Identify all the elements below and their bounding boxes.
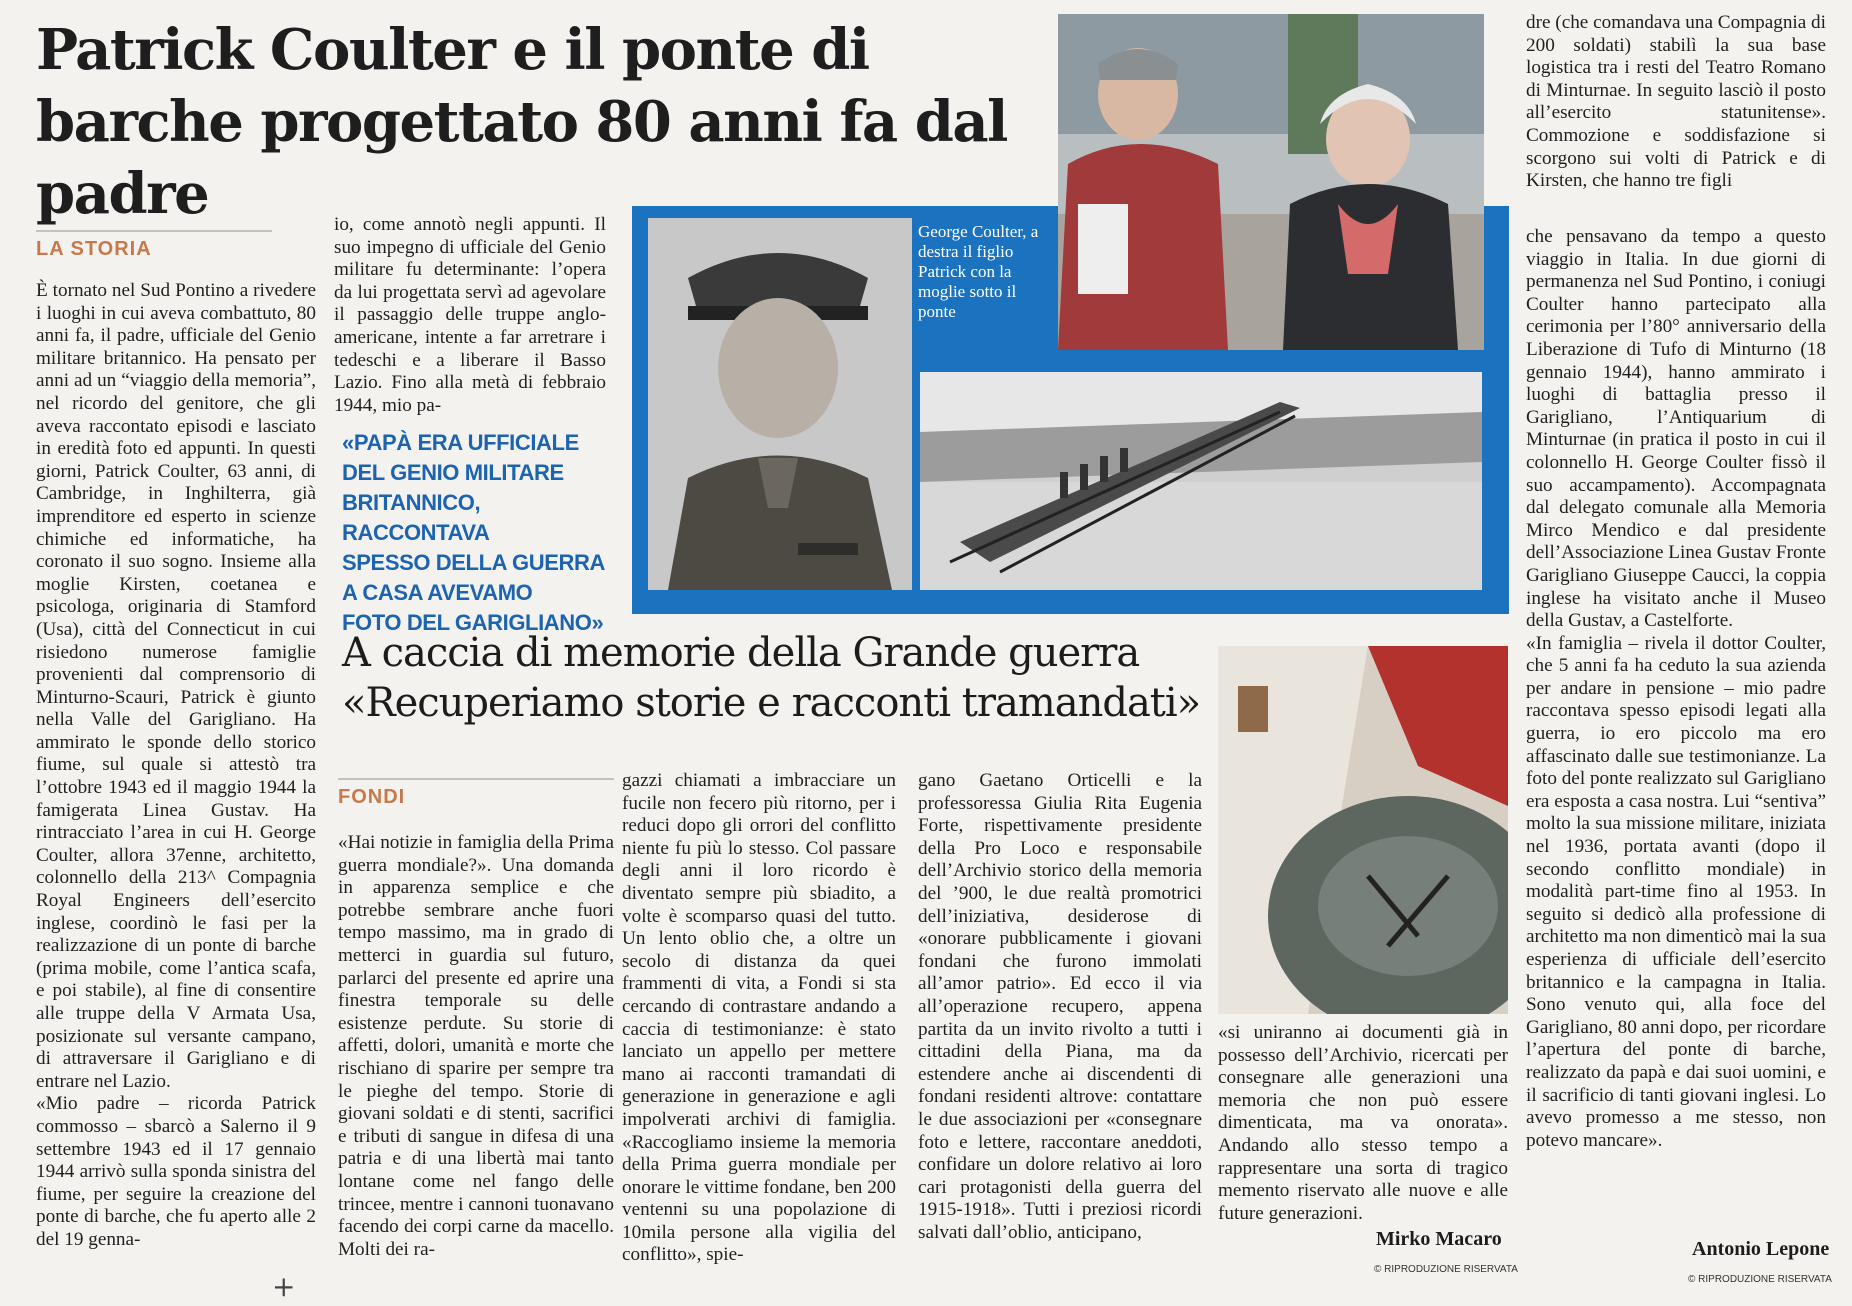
officer-portrait-photo — [648, 218, 912, 590]
article2-column-1: «Hai notizie in famiglia della Prima guerra mondiale?». Una domanda in apparenza semplice e che potrebbe sembrare anche fuori tempo massimo, ma in grado di metterci in guardia sul futuro, parlarci del presente ed aprire una finestra temporale su delle esistenze perdute. Su storie di affetti, dolori, umanità e morte che rischiano di sparire per sempre tra le pieghe del tempo. Storie di giovani soldati e di stenti, sacrifici e tributi di sangue in difesa di una patria e di una libertà mai tanto lontane come nel fango delle trincee, mentre i cannoni tuonavano facendo dei corpi carne da macello. Molti dei ra- — [338, 832, 619, 1260]
headline: Patrick Coulter e il ponte di barche progettato 80 anni fa dal padre — [36, 17, 1007, 227]
article-column-1: È tornato nel Sud Pontino a rivedere i luoghi in cui aveva combattuto, 80 anni fa, il padre, ufficiale del Genio militare britannico. Ha pensato per anni ad un “viaggio della memoria”, nel ricordo del genitore, che gli aveva raccontato episodi e lasciato in eredità foto ed appunti. In questi giorni, Patrick Coulter, 63 anni, di Cambridge, in Inghilterra, già imprenditore ed esperto in scienze chimiche ed informatiche, ha coronato il suo sogno. Insieme alla moglie Kirsten, coetanea e psicologa, originaria di Stamford (Usa), città del Connecticut in cui risiedono numerose famiglie provenienti dal comprensorio di Minturno-Scauri, Patrick è giunto nella Valle del Garigliano. Ha ammirato le sponde dello storico fiume, sul quale si attestò tra l’ottobre 1943 ed il maggio 1944 la famigerata Linea Gustav. Ha rintracciato l’area in cui H. George Coulter, allora 37enne, architetto, colonnello della 213^ Compagnia Royal Engineers dell’esercito inglese, coordinò le fasi per la realizzazione di un ponte di barche (prima mobile, come l’antica scafa, e poi stabile), al fine di consentire alle truppe della V Armata Usa, posizionate sul versante campano, di attraversare il Garigliano e di entrare nel Lazio. «Mio padre – ricorda Patrick commosso – sbarcò a Salerno il 9 settembre 1943 ed il 17 gennaio 1944 arrivò sulla sponda sinistra del fiume, per seguire la creazione del ponte di barche, che fu aperto alle 2 del 19 genna- — [36, 280, 316, 1250]
photo-caption: George Coulter, a destra il figlio Patrick con la moglie sotto il ponte — [918, 222, 1043, 321]
article-column-2: io, come annotò negli appunti. Il suo impegno di ufficiale del Genio militare fu determinante: l’opera da lui progettata servì ad agevolare il passaggio delle truppe anglo-americane, intente a far arretrare i tedeschi e a liberare il Basso Lazio. Fino alla metà di febbraio 1944, mio pa- — [334, 214, 611, 416]
kicker-la-storia: LA STORIA — [36, 230, 272, 261]
article-column-right-top: dre (che comandava una Compagnia di 200 soldati) stabilì la sua base logistica tra i resti del Teatro Romano di Minturnae. In seguito lasciò il posto all’esercito statunitense». Commozione e soddisfazione si scorgono sui volti di Patrick e di Kirsten, che hanno tre figli — [1526, 12, 1831, 192]
article2-column-2: gazzi chiamati a imbracciare un fucile non fecero più ritorno, per i reduci dopo gli orrori del conflitto niente fu più lo stesso. Col passare degli anni il loro ricordo è diventato sempre più sbiadito, a volte è scomparso quasi del tutto. Un lento oblio che, a oltre un secolo di distanza da quei frammenti di vita, a Fondi si sta cercando di contrastare andando a caccia di testimonianze: è stato lanciato un appello per mettere mano ai racconti tramandati di generazione in generazione e agli impolverati archivi di famiglia. «Raccogliamo insieme la memoria della Prima guerra mondiale per onorare le vittime fondane, ben 200 ventenni su una popolazione di 10mila persone alla vigilia del conflitto», spie- — [622, 770, 901, 1266]
couple-photo — [1058, 14, 1484, 350]
crop-mark: + — [272, 1270, 296, 1303]
kicker-fondi: FONDI — [338, 778, 614, 809]
article2-column-3: gano Gaetano Orticelli e la professoressa Giulia Rita Eugenia Forte, rispettivamente presidente della Pro Loco e responsabile dell’Archivio storico della memoria del ’900, le due realtà promotrici dell’iniziativa, desiderose di «onorare pubblicamente i giovani fondani che furono immolati all’amor patrio». Ed ecco il via all’operazione recupero, appena partita da un invito rivolto a tutti i cittadini della Piana, ma da estendere anche ai discendenti di fondani residenti altrove: contattare le due associazioni per «consegnare foto e lettere, raccontare aneddoti, confidare un dolore relativo ai loro cari protagonisti della guerra del 1915-1918». Tutti i preziosi ricordi salvati dall’oblio, anticipano, — [918, 770, 1207, 1243]
article-column-right: che pensavano da tempo a questo viaggio in Italia. In due giorni di permanenza nel Sud Pontino, i coniugi Coulter hanno partecipato alla cerimonia per l’80° anniversario della Liberazione di Tufo di Minturno (18 gennaio 1944), hanno ammirato i luoghi di battaglia presso il Garigliano, l’Antiquarium di Minturnae (in pratica il posto in cui il colonnello H. George Coulter fissò il suo accampamento). Accompagnata dal delegato comunale alla Memoria Mirco Mendico e dal presidente dell’Associazione Linea Gustav Fronte Garigliano Giuseppe Caucci, la coppia inglese ha visitato anche il Museo della Gustav, a Castelforte. «In famiglia – rivela il dottor Coulter, che 5 anni fa ha ceduto la sua azienda per andare in pensione – mio padre raccontava spesso episodi legati alla guerra, io ero piccolo ma ero affascinato dalle sue testimonianze. La foto del ponte realizzato sul Garigliano era esposta a casa nostra. Lui “sentiva” molto la sua missione militare, iniziata nel 1936, portata avanti (dopo il secondo conflitto mondiale) in modalità part-time fino al 1953. In seguito si dedicò alla professione di architetto ma non dimenticò mai la sua esperienza di ufficiale dell’esercito britannico e la campagna in Italia. Sono venuto qui, alla foce del Garigliano, 80 anni dopo, per ricordare l’apertura del ponte di barche, realizzato da papà e dai suoi uomini, e il sacrificio di tanti giovani inglesi. Lo avevo promesso a me stesso, non potevo mancare». — [1526, 226, 1826, 1151]
article2-headline: A caccia di memorie della Grande guerra «Recuperiamo storie e racconti tramandati» — [342, 630, 1201, 726]
helmet-photo — [1218, 646, 1508, 1014]
article2-column-4: «si uniranno ai documenti già in possesso dell’Archivio, ricercati per consegnare alle generazioni una memoria che non può essere dimenticata, ma va onorata». Andando allo stesso tempo a rappresentare una sorta di tragico memento riservato alle nuove e alle future generazioni. — [1218, 1022, 1513, 1224]
pull-quote: «PAPÀ ERA UFFICIALE DEL GENIO MILITARE BRITANNICO, RACCONTAVA SPESSO DELLA GUERRA A CASA AVEVAMO FOTO DEL GARIGLIANO» — [342, 430, 605, 635]
rights-notice-2: © RIPRODUZIONE RISERVATA — [1374, 1264, 1518, 1275]
bridge-photo — [920, 372, 1482, 590]
rights-notice-1: © RIPRODUZIONE RISERVATA — [1688, 1274, 1832, 1285]
author-mirko: Mirko Macaro — [1376, 1228, 1502, 1250]
author-antonio: Antonio Lepone — [1692, 1238, 1830, 1260]
